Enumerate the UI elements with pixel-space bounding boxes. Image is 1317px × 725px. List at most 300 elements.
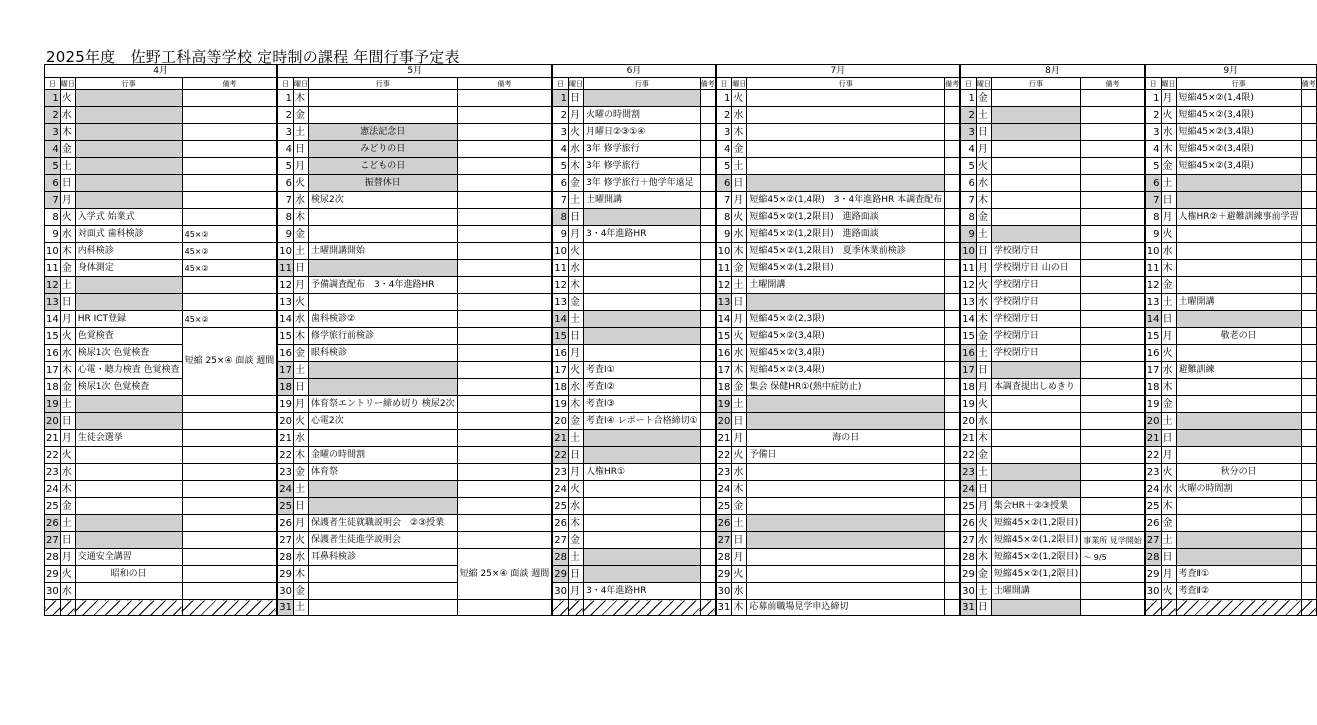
day-cell: 30 [45,583,61,600]
weekday-cell: 月 [568,464,583,481]
column-header-note: 備考 [182,78,277,90]
day-cell: 23 [277,464,293,481]
day-cell: 8 [277,209,293,226]
weekday-cell: 土 [294,362,309,379]
event-cell: 学校閉庁日 [991,311,1080,328]
day-cell: 21 [45,430,61,447]
weekday-cell: 土 [568,430,583,447]
day-cell: 1 [1145,90,1161,107]
note-cell [457,532,552,549]
weekday-cell [568,600,583,616]
weekday-cell: 金 [568,532,583,549]
column-header-day: 日 [45,78,61,90]
note-cell [1081,226,1145,243]
day-cell: 27 [1145,532,1161,549]
weekday-cell: 火 [1161,345,1176,362]
weekday-cell: 水 [294,192,309,209]
event-cell [991,413,1080,430]
column-header-event: 行事 [747,78,945,90]
weekday-cell: 水 [60,107,75,124]
event-cell: 3・4年進路HR [583,226,700,243]
event-cell: 土曜開講 [991,583,1080,600]
event-cell: 3年 修学旅行＋他学年遠足 [583,175,700,192]
weekday-cell: 水 [60,583,75,600]
day-cell: 15 [552,328,568,345]
note-cell: 事業所 見学開始 [1081,532,1145,549]
day-cell: 22 [1145,447,1161,464]
day-cell: 28 [552,549,568,566]
column-header-weekday: 曜日 [732,79,747,88]
weekday-cell: 月 [568,107,583,124]
weekday-cell: 月 [568,583,583,600]
day-cell: 5 [960,158,976,175]
column-header-weekday: 曜日 [976,79,991,88]
day-cell: 11 [960,260,976,277]
note-cell [1301,362,1316,379]
weekday-cell: 木 [568,277,583,294]
weekday-cell: 土 [60,396,75,413]
weekday-cell: 土 [1161,413,1176,430]
weekday-cell: 日 [732,294,747,311]
event-cell [583,532,700,549]
event-cell [583,260,700,277]
event-cell [75,192,182,209]
weekday-cell: 金 [1161,158,1176,175]
event-cell: 避難訓練 [1176,362,1301,379]
weekday-cell: 金 [976,90,991,107]
day-cell: 5 [277,158,293,175]
event-cell [747,90,945,107]
event-cell: 考査Ⅱ② [1176,583,1301,600]
note-cell [182,549,277,566]
day-cell: 6 [552,175,568,192]
event-cell [309,498,458,515]
event-cell: 短縮45×②(3,4限) [747,362,945,379]
event-cell: HR ICT登録 [75,311,182,328]
day-cell: 5 [552,158,568,175]
note-cell [945,379,961,396]
weekday-cell: 水 [568,498,583,515]
event-cell [309,600,458,616]
note-cell [1301,328,1316,345]
note-cell [700,549,716,566]
note-cell [182,141,277,158]
note-cell [945,396,961,413]
day-cell: 17 [716,362,732,379]
day-cell: 4 [552,141,568,158]
weekday-cell: 日 [60,175,75,192]
weekday-cell: 土 [1161,294,1176,311]
day-cell: 29 [716,566,732,583]
day-cell: 20 [960,413,976,430]
weekday-cell: 日 [568,328,583,345]
event-cell: 土曜開講 [1176,294,1301,311]
day-cell: 9 [960,226,976,243]
month-header: 8月 [960,65,1145,78]
column-header-note: 備考 [700,79,715,88]
weekday-cell: 月 [60,549,75,566]
event-cell: 集会 保健HR①(熱中症防止) [747,379,945,396]
note-cell [1081,192,1145,209]
day-cell: 12 [277,277,293,294]
weekday-cell: 日 [294,498,309,515]
event-cell: 体育祭 [309,464,458,481]
note-cell [182,600,277,616]
note-cell [457,600,552,616]
event-cell [583,600,700,616]
weekday-cell: 金 [568,294,583,311]
weekday-cell: 火 [732,209,747,226]
event-cell: 海の日 [747,430,945,447]
note-cell [1301,566,1316,583]
event-cell [1176,311,1301,328]
note-cell: 45×② [182,260,277,277]
event-cell: 生徒会選挙 [75,430,182,447]
event-cell [75,447,182,464]
event-cell [991,141,1080,158]
note-cell [700,328,716,345]
event-cell [75,141,182,158]
event-cell [75,396,182,413]
event-cell [747,413,945,430]
weekday-cell: 火 [60,90,75,107]
event-cell [583,481,700,498]
weekday-cell: 水 [568,379,583,396]
event-cell: みどりの日 [309,141,458,158]
event-cell [991,209,1080,226]
note-cell [1301,260,1316,277]
event-cell: 短縮45×②(1,2限目) 進路面談 [747,226,945,243]
weekday-cell: 土 [976,226,991,243]
event-cell: こどもの日 [309,158,458,175]
event-cell [991,107,1080,124]
weekday-cell: 木 [1161,141,1176,158]
weekday-cell: 木 [60,362,75,379]
weekday-cell: 日 [976,600,991,616]
day-cell: 17 [960,362,976,379]
note-cell [1301,549,1316,566]
day-cell: 21 [1145,430,1161,447]
note-cell [457,294,552,311]
event-cell [75,498,182,515]
weekday-cell: 月 [732,430,747,447]
day-cell: 2 [716,107,732,124]
event-cell: 短縮45×②(3,4限) [1176,107,1301,124]
note-cell [945,158,961,175]
day-cell: 5 [45,158,61,175]
event-cell: 短縮45×②(1,2限目) [991,549,1080,566]
note-cell [457,396,552,413]
note-cell [457,141,552,158]
event-cell [75,294,182,311]
note-cell [1081,481,1145,498]
note-cell [700,192,716,209]
event-cell [75,464,182,481]
note-cell [182,566,277,583]
column-header-event: 行事 [309,78,458,90]
day-cell: 8 [716,209,732,226]
event-cell: 修学旅行前検診 [309,328,458,345]
weekday-cell: 金 [568,175,583,192]
event-cell [583,294,700,311]
weekday-cell: 水 [732,345,747,362]
event-cell [75,90,182,107]
day-cell: 8 [960,209,976,226]
note-cell [700,243,716,260]
event-cell [75,124,182,141]
note-cell: 短縮 25×④ 面談 週間 [457,549,552,600]
event-cell: 人権HR②＋避難訓練事前学習 [1176,209,1301,226]
event-cell [991,481,1080,498]
day-cell: 6 [960,175,976,192]
weekday-cell: 火 [1161,226,1176,243]
event-cell [991,124,1080,141]
event-cell [991,226,1080,243]
event-cell [583,549,700,566]
column-header-note: 備考 [1081,78,1145,90]
event-cell [747,464,945,481]
note-cell [182,107,277,124]
day-cell: 13 [1145,294,1161,311]
day-cell: 19 [277,396,293,413]
note-cell [457,464,552,481]
note-cell [700,260,716,277]
weekday-cell: 水 [732,464,747,481]
event-cell [1176,447,1301,464]
note-cell [700,209,716,226]
weekday-cell: 火 [568,243,583,260]
note-cell [945,294,961,311]
weekday-cell: 木 [732,600,747,616]
event-cell [75,481,182,498]
day-cell: 9 [45,226,61,243]
event-cell [309,90,458,107]
day-cell: 4 [960,141,976,158]
note-cell [457,515,552,532]
note-cell [457,362,552,379]
day-cell: 2 [552,107,568,124]
weekday-cell: 日 [294,260,309,277]
weekday-cell: 月 [1161,566,1176,583]
day-cell: 4 [45,141,61,158]
weekday-cell: 水 [60,345,75,362]
event-cell: 学校閉庁日 [991,345,1080,362]
note-cell [945,464,961,481]
note-cell [945,243,961,260]
day-cell: 29 [45,566,61,583]
note-cell [1301,192,1316,209]
weekday-cell: 日 [732,413,747,430]
day-cell: 10 [45,243,61,260]
event-cell: 短縮45×②(1,2限目) 進路面談 [747,209,945,226]
weekday-cell: 月 [976,260,991,277]
weekday-cell: 火 [976,277,991,294]
event-cell [747,515,945,532]
weekday-cell: 金 [60,141,75,158]
note-cell [182,515,277,532]
day-cell: 1 [716,90,732,107]
day-cell: 13 [716,294,732,311]
note-cell [945,345,961,362]
event-cell: 考査Ⅱ① [1176,566,1301,583]
event-cell: 予備日 [747,447,945,464]
day-cell: 14 [716,311,732,328]
day-cell: 9 [716,226,732,243]
event-cell: 検尿1次 色覚検査 [75,345,182,362]
event-cell: 保護者生徒就職説明会 ②③授業 [309,515,458,532]
weekday-cell: 土 [60,158,75,175]
event-cell [309,294,458,311]
weekday-cell: 火 [732,90,747,107]
note-cell [700,294,716,311]
note-cell [182,430,277,447]
day-cell: 11 [552,260,568,277]
column-header-weekday: 曜日 [568,79,583,88]
event-cell [75,107,182,124]
weekday-cell: 木 [294,447,309,464]
weekday-cell: 水 [1161,243,1176,260]
event-cell [1176,549,1301,566]
weekday-cell: 月 [294,158,309,175]
note-cell [457,124,552,141]
event-cell [747,107,945,124]
day-cell: 24 [277,481,293,498]
event-cell: 人権HR① [583,464,700,481]
note-cell [700,175,716,192]
day-cell: 5 [1145,158,1161,175]
event-cell: 耳鼻科検診 [309,549,458,566]
event-cell: 月曜日②③①④ [583,124,700,141]
note-cell [945,226,961,243]
day-cell: 14 [552,311,568,328]
event-cell [75,175,182,192]
event-cell [747,175,945,192]
note-cell [945,107,961,124]
note-cell [457,192,552,209]
day-cell: 15 [960,328,976,345]
note-cell [457,447,552,464]
weekday-cell: 日 [60,532,75,549]
weekday-cell: 木 [732,481,747,498]
day-cell: 28 [277,549,293,566]
note-cell [945,311,961,328]
weekday-cell: 水 [732,226,747,243]
event-cell: 入学式 始業式 [75,209,182,226]
note-cell [457,379,552,396]
note-cell [1081,498,1145,515]
note-cell [457,90,552,107]
day-cell: 6 [716,175,732,192]
note-cell [182,175,277,192]
day-cell: 12 [960,277,976,294]
weekday-cell: 日 [568,209,583,226]
weekday-cell: 木 [294,566,309,583]
weekday-cell: 木 [1161,260,1176,277]
note-cell [182,124,277,141]
note-cell [1301,430,1316,447]
event-cell [309,481,458,498]
weekday-cell: 月 [1161,328,1176,345]
weekday-cell: 水 [60,226,75,243]
day-cell: 2 [45,107,61,124]
event-cell [75,158,182,175]
day-cell: 14 [45,311,61,328]
weekday-cell: 月 [294,396,309,413]
weekday-cell: 月 [60,430,75,447]
weekday-cell: 月 [732,549,747,566]
day-cell: 7 [277,192,293,209]
note-cell [945,566,961,583]
event-cell [1176,192,1301,209]
weekday-cell: 木 [568,158,583,175]
day-cell: 10 [960,243,976,260]
event-cell: 保護者生徒進学説明会 [309,532,458,549]
weekday-cell: 土 [732,158,747,175]
note-cell [945,583,961,600]
note-cell [700,277,716,294]
column-header-day: 日 [1145,78,1161,90]
event-cell: 短縮45×②(1,2限目) 夏季休業前検診 [747,243,945,260]
day-cell: 13 [552,294,568,311]
day-cell: 23 [960,464,976,481]
note-cell [1081,600,1145,616]
event-cell: 土曜開講 [747,277,945,294]
day-cell: 22 [277,447,293,464]
day-cell: 3 [45,124,61,141]
day-cell: 26 [1145,515,1161,532]
event-cell: 短縮45×②(1,2限目) [747,260,945,277]
weekday-cell: 水 [976,175,991,192]
weekday-cell: 月 [732,311,747,328]
weekday-cell: 火 [60,209,75,226]
note-cell [700,430,716,447]
weekday-cell: 木 [976,311,991,328]
day-cell: 21 [552,430,568,447]
day-cell: 19 [45,396,61,413]
event-cell: 対面式 歯科検診 [75,226,182,243]
event-cell: 考査Ⅰ② [583,379,700,396]
weekday-cell: 火 [568,481,583,498]
event-cell: 学校閉庁日 [991,328,1080,345]
weekday-cell: 金 [294,464,309,481]
day-cell: 26 [716,515,732,532]
day-cell: 7 [45,192,61,209]
event-cell [583,243,700,260]
month-header: 4月 [45,65,278,78]
event-cell [747,566,945,583]
note-cell [182,90,277,107]
event-cell [309,209,458,226]
event-cell: 考査Ⅰ④ レポート合格締切① [583,413,700,430]
weekday-cell: 水 [732,583,747,600]
weekday-cell: 木 [1161,498,1176,515]
column-header-event: 行事 [1176,78,1301,90]
day-cell: 14 [1145,311,1161,328]
note-cell [1301,107,1316,124]
note-cell [1081,243,1145,260]
event-cell: 短縮45×②(1,2限目) [991,532,1080,549]
column-header-note: 備考 [1301,79,1316,88]
day-cell: 17 [45,362,61,379]
weekday-cell: 木 [294,328,309,345]
event-cell: 学校閉庁日 [991,294,1080,311]
column-header-note: 備考 [457,78,552,90]
note-cell [457,328,552,345]
note-cell [700,124,716,141]
day-cell: 9 [552,226,568,243]
event-cell [747,583,945,600]
note-cell [945,498,961,515]
